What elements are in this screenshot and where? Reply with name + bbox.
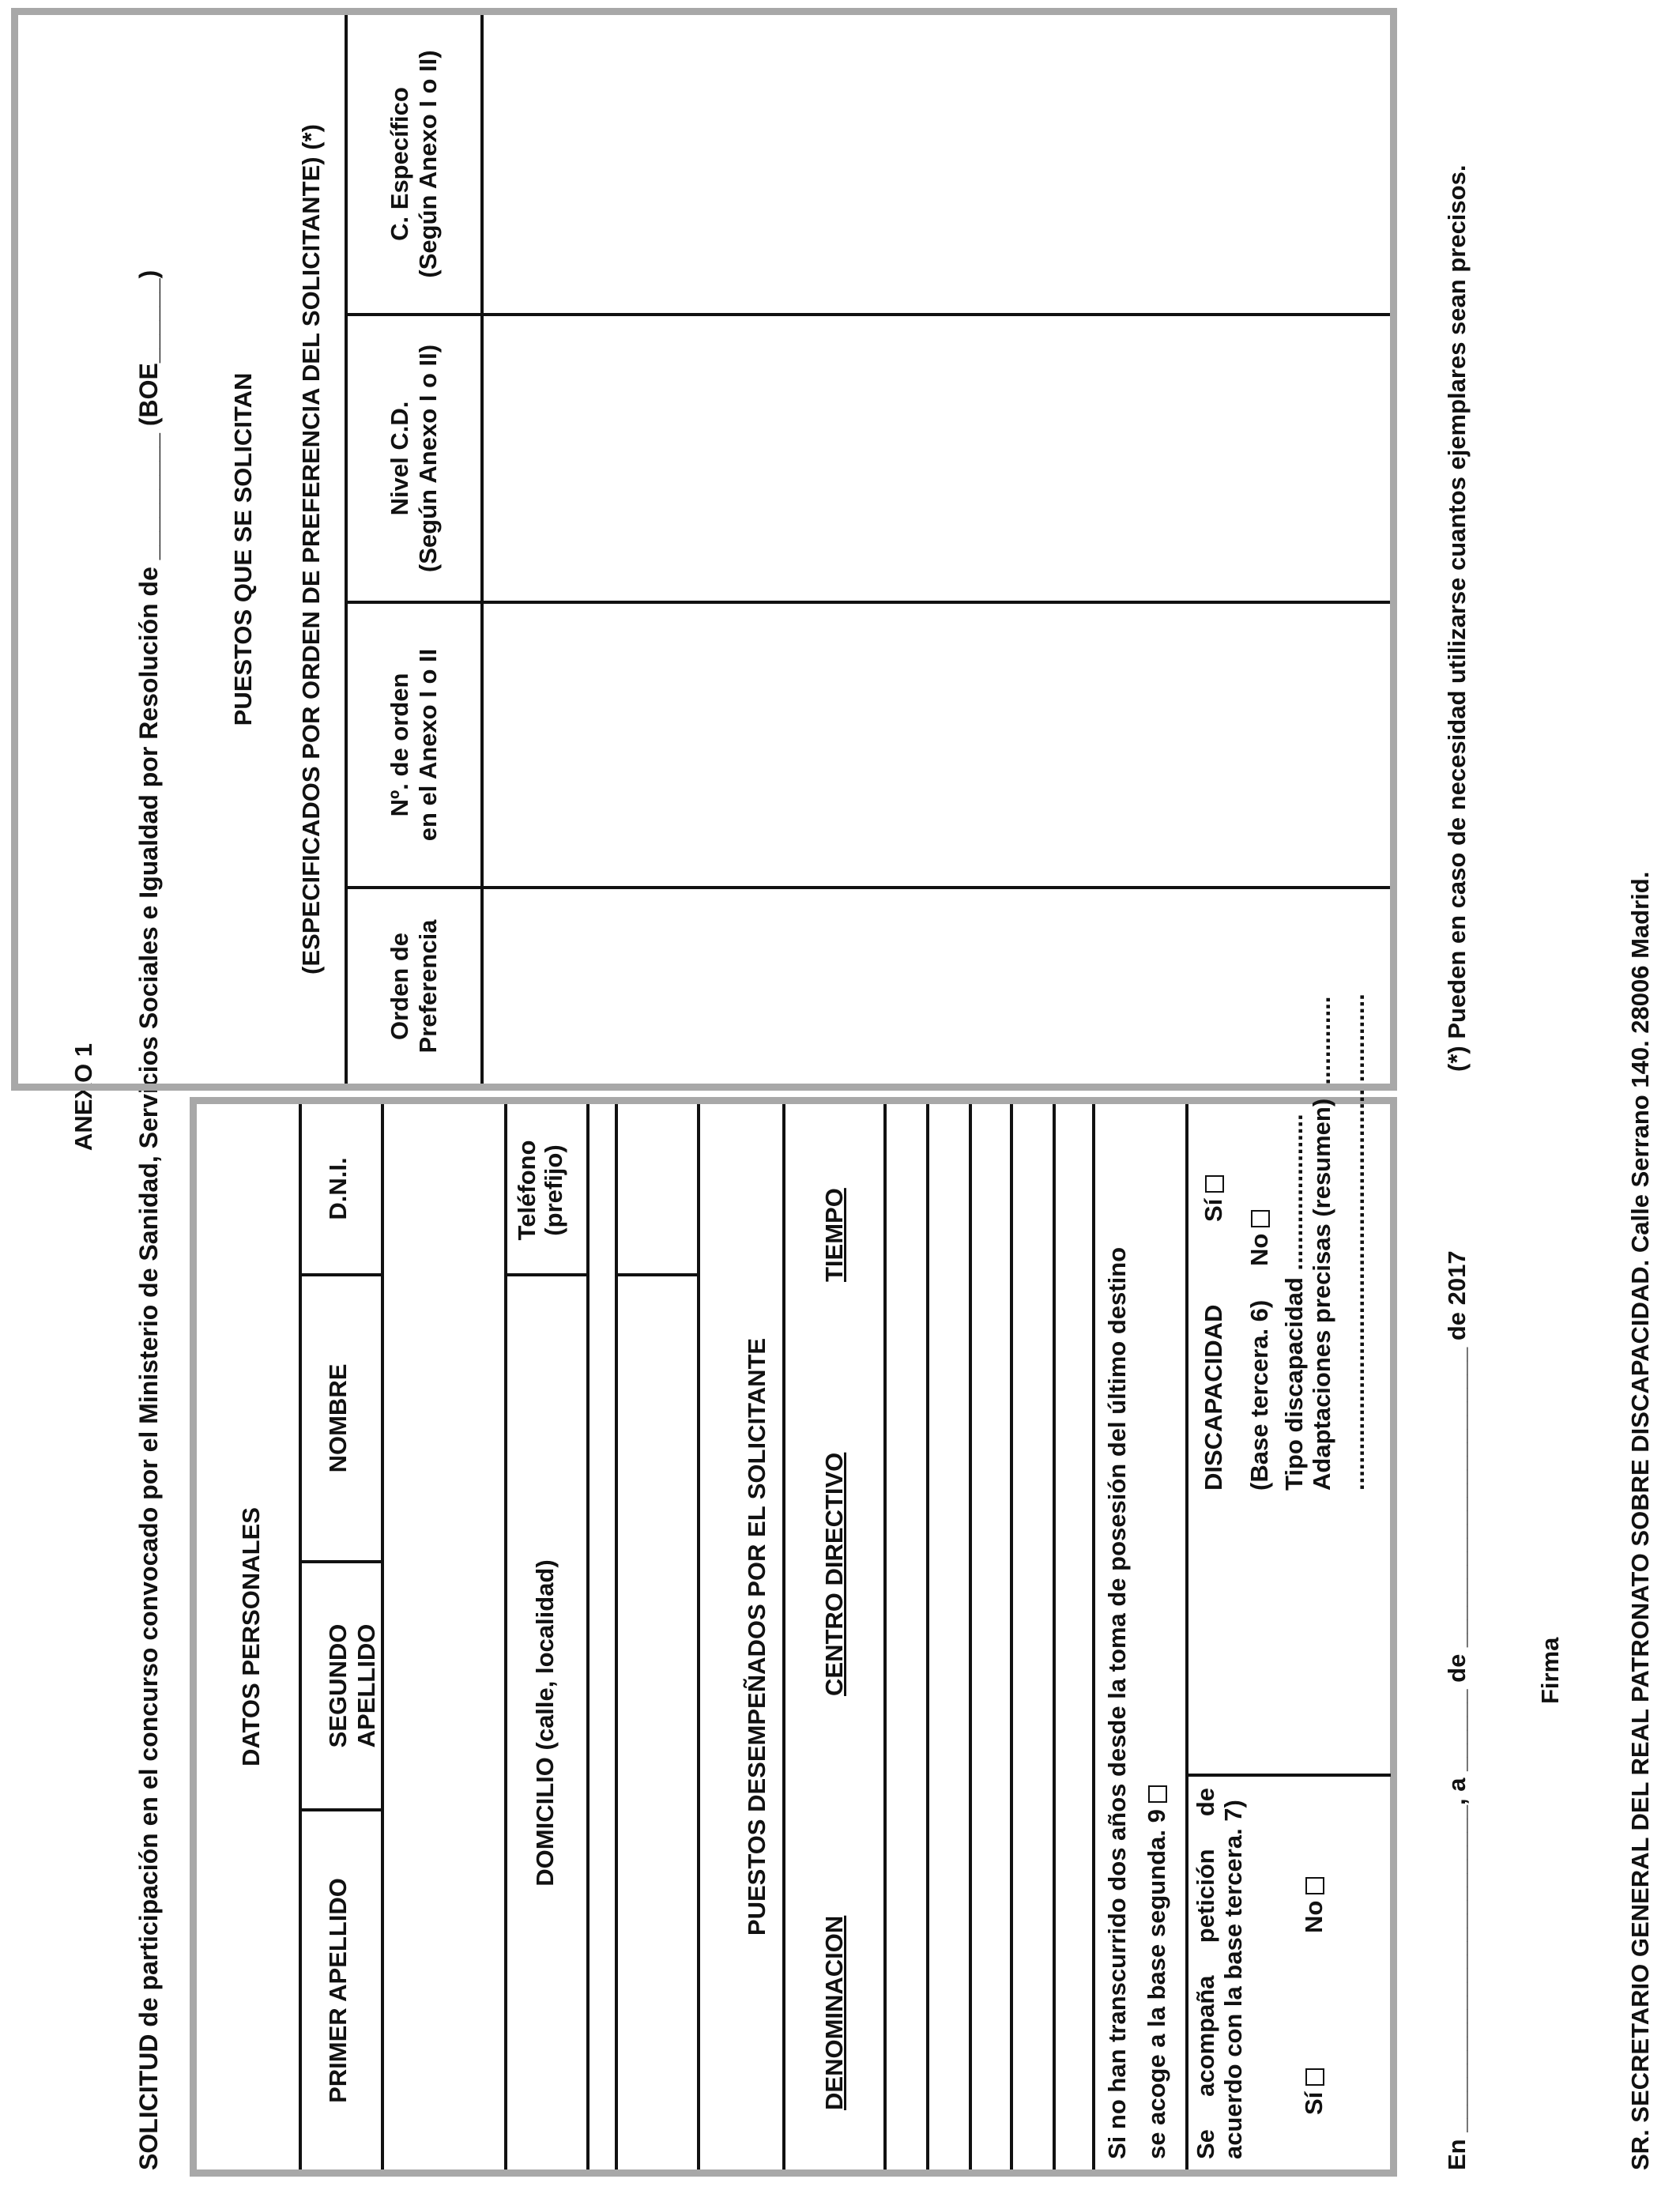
tipo-discapacidad: Tipo discapacidad ....................... [1280, 1114, 1308, 1491]
discapacidad-si: Sí [1200, 1175, 1228, 1222]
jobs-rows-area[interactable] [887, 1104, 1089, 2169]
nivel-cd-column[interactable] [484, 316, 1390, 601]
peticion-line2: acuerdo con la base tercera. 7) [1219, 1800, 1247, 2159]
two-years-checkbox[interactable] [1148, 1785, 1167, 1803]
peticion-no-checkbox[interactable] [1305, 1877, 1324, 1894]
segundo-apellido-field[interactable] [384, 1563, 504, 1808]
peticion-no: No [1300, 1877, 1328, 1933]
dotted-line: ......................................................................... [1342, 993, 1369, 1491]
peticion-si: Sí [1300, 2068, 1328, 2115]
two-years-note-line2: se acoge a la base segunda. 9 [1143, 1785, 1171, 2159]
centro-directivo-header: CENTRO DIRECTIVO [820, 1452, 848, 1696]
requested-title: PUESTOS QUE SE SOLICITAN [229, 372, 257, 726]
recipient-line: SR. SECRETARIO GENERAL DEL REAL PATRONATO SOBRE DISCAPACIDAD. Calle Serrano 140. 28006 Madrid. [1626, 871, 1654, 2170]
requested-subtitle: (ESPECIFICADOS POR ORDEN DE PREFERENCIA DEL SOLICITANTE) (*) [297, 124, 325, 974]
place-date-line: En ________________________, a ______ de ______________________ de 2017 [1443, 1250, 1471, 2170]
firma-label: Firma [1536, 1637, 1564, 1704]
discapacidad-title: DISCAPACIDAD [1200, 1304, 1227, 1491]
discapacidad-no: No [1245, 1210, 1274, 1266]
num-orden-column[interactable] [484, 604, 1390, 886]
nombre-label: NOMBRE [324, 1363, 352, 1473]
form-title: SOLICITUD de participación en el concurso convocado por el Ministerio de Sanidad, Servicios Sociales e Igualdad por Resolución de _________ (BOE______) [134, 270, 163, 2170]
personal-title: DATOS PERSONALES [237, 1507, 265, 1766]
dni-label: D.N.I. [324, 1157, 352, 1220]
peticion-line1: Se acompaña petición de [1192, 1788, 1219, 2159]
telefono-label: Teléfono (prefijo) [513, 1140, 567, 1241]
adaptaciones: Adaptaciones precisas (resumen) .............. [1308, 996, 1335, 1491]
c-especifico-header: C. Específico (Según Anexo I o II) [386, 50, 442, 278]
domicilio-label: DOMICILIO (calle, localidad) [531, 1559, 559, 1887]
nivel-cd-header: Nivel C.D. (Según Anexo I o II) [386, 344, 442, 573]
discapacidad-no-checkbox[interactable] [1251, 1210, 1270, 1227]
domicilio-field[interactable] [618, 1276, 697, 2169]
tiempo-header: TIEMPO [820, 1188, 848, 1282]
primer-apellido-field[interactable] [384, 1811, 504, 2169]
primer-apellido-label: PRIMER APELLIDO [324, 1878, 352, 2103]
dni-field[interactable] [384, 1104, 504, 1273]
jobs-title: PUESTOS DESEMPEÑADOS POR EL SOLICITANTE [743, 1337, 770, 1936]
nombre-field[interactable] [384, 1276, 504, 1560]
discapacidad-base: (Base tercera. 6) [1245, 1299, 1273, 1491]
num-orden-header: Nº. de orden en el Anexo I o II [386, 648, 442, 842]
two-years-note-line1: Si no han transcurrido dos años desde la toma de posesión del último destino [1103, 1246, 1131, 2159]
segundo-apellido-label: SEGUNDO APELLIDO [324, 1623, 380, 1748]
denominacion-header: DENOMINACION [820, 1915, 848, 2110]
orden-preferencia-column[interactable] [484, 889, 1390, 1084]
annex-label: ANEXO 1 [70, 1042, 97, 1152]
c-especifico-column[interactable] [484, 15, 1390, 313]
asterisk-note: (*) Pueden en caso de necesidad utilizarse cuantos ejemplares sean precisos. [1443, 164, 1471, 1072]
discapacidad-si-checkbox[interactable] [1205, 1175, 1224, 1193]
orden-preferencia-header: Orden de Preferencia [386, 919, 442, 1054]
telefono-field[interactable] [618, 1104, 697, 1273]
peticion-si-checkbox[interactable] [1305, 2068, 1324, 2086]
